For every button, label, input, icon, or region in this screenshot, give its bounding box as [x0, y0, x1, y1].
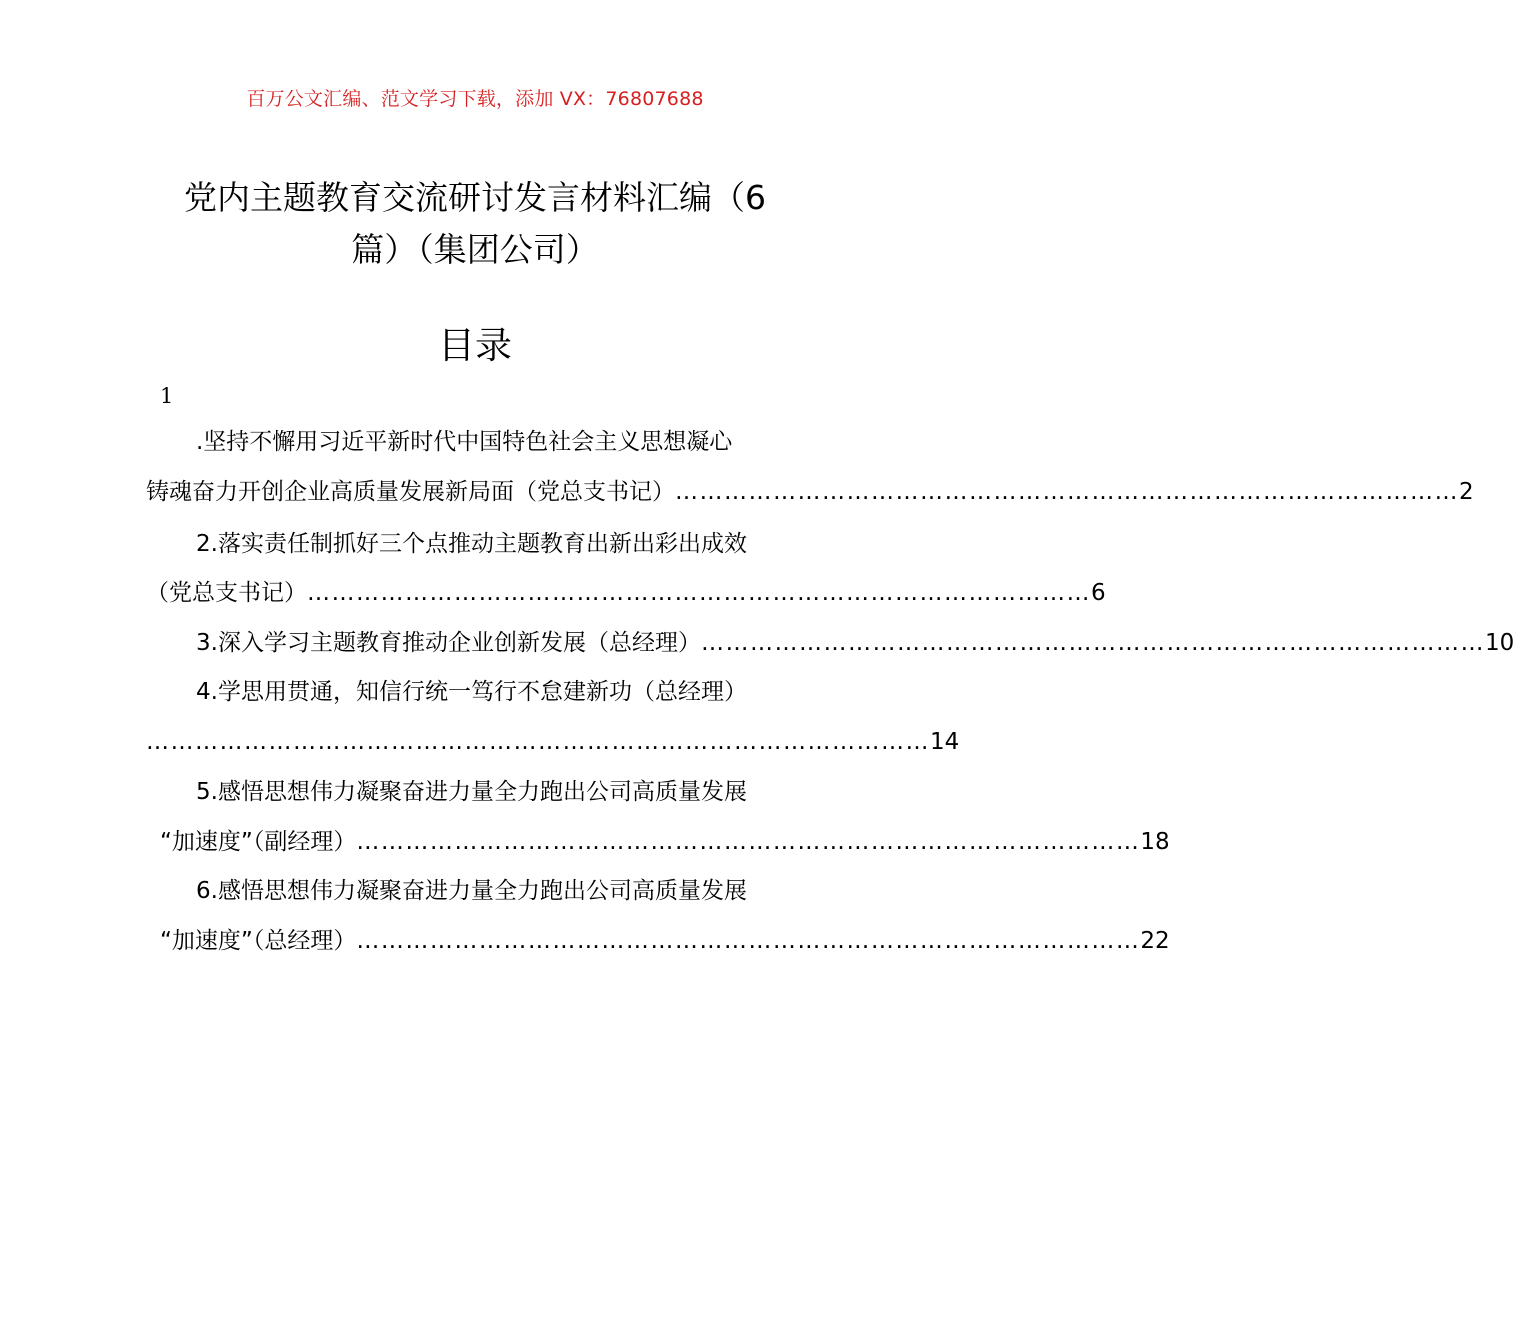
header-note: 百万公文汇编、范文学习下载，添加 VX：76807688 — [246, 88, 704, 110]
toc-leader-dots: …………………………………………………………………………………… — [356, 829, 1141, 855]
toc-entry-1-line-1[interactable]: .坚持不懈用习近平新时代中国特色社会主义思想凝心 — [196, 429, 733, 455]
toc-leader-dots: …………………………………………………………………………………… — [675, 479, 1459, 505]
toc-entry-title: 3.深入学习主题教育推动企业创新发展（总经理） — [196, 630, 701, 656]
title-line-2: 篇）（集团公司） — [351, 230, 599, 269]
toc-page-number: 6 — [1091, 580, 1106, 606]
toc-entry-6-line-2[interactable] — [160, 926, 1170, 956]
toc-entry-title: （党总支书记） — [146, 580, 307, 606]
toc-entry-title: 铸魂奋力开创企业高质量发展新局面（党总支书记） — [146, 479, 675, 505]
toc-page-number: 14 — [930, 729, 960, 755]
toc-entry-2-line-1[interactable]: 2.落实责任制抓好三个点推动主题教育出新出彩出成效 — [196, 531, 747, 557]
document-title — [150, 172, 800, 276]
title-line-1: 党内主题教育交流研讨发言材料汇编（6 — [184, 178, 766, 217]
toc-leader-dots: …………………………………………………………………………………… — [700, 630, 1485, 656]
toc-leader-dots: …………………………………………………………………………………… — [356, 928, 1141, 954]
toc-entry-5-line-1[interactable]: 5.感悟思想伟力凝聚奋进力量全力跑出公司高质量发展 — [196, 779, 747, 805]
toc-page-number: 22 — [1140, 928, 1170, 954]
toc-entry-4-line-2[interactable] — [146, 727, 960, 757]
toc-entry-5-line-2[interactable] — [160, 827, 1170, 857]
toc-entry-4-line-1[interactable]: 4.学思用贯通，知信行统一笃行不怠建新功（总经理） — [196, 679, 747, 705]
toc-leader-dots: …………………………………………………………………………………… — [307, 580, 1091, 606]
stray-number: 1 — [160, 384, 174, 408]
toc-entry-3[interactable] — [196, 628, 1514, 658]
toc-entry-6-line-1[interactable]: 6.感悟思想伟力凝聚奋进力量全力跑出公司高质量发展 — [196, 878, 747, 904]
toc-leader-dots: …………………………………………………………………………………… — [146, 729, 930, 755]
toc-entry-2-line-2[interactable] — [146, 578, 1106, 608]
toc-entry-1-line-2[interactable] — [146, 477, 1474, 507]
toc-page-number: 18 — [1140, 829, 1170, 855]
toc-entry-title: “加速度”（总经理） — [160, 928, 357, 954]
toc-page-number: 2 — [1459, 479, 1474, 505]
toc-heading: 目录 — [438, 324, 512, 367]
toc-page-number: 10 — [1484, 630, 1514, 656]
toc-entry-title: “加速度”（副经理） — [160, 829, 357, 855]
